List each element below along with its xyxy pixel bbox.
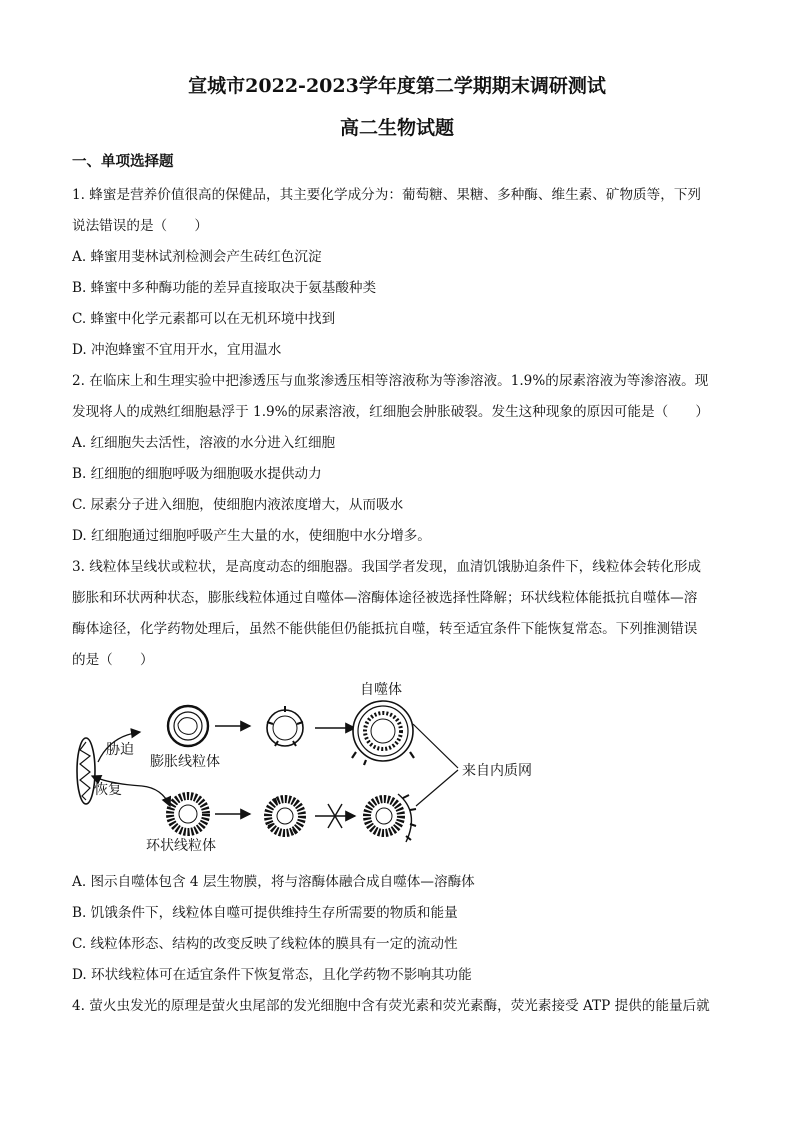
label-recover: 恢复 [94,782,122,798]
mitochondria-diagram [70,676,550,856]
question-1-option-a: A. 蜂蜜用斐林试剂检测会产生砖红色沉淀 [72,249,322,265]
question-2-stem: 发现将人的成熟红细胞悬浮于 1.9%的尿素溶液，红细胞会肿胀破裂。发生这种现象的原因可能是（ ） [72,404,709,420]
page-title: 宣城市2022-2023学年度第二学期期末调研测试 [188,75,606,97]
section-heading: 一、单项选择题 [72,153,174,170]
swollen-mitochondrion-wrapped-icon [267,706,303,746]
question-3-stem: 酶体途径，化学药物处理后，虽然不能供能但仍能抵抗自噬，转至适宜条件下能恢复常态。下列推测错误 [72,621,698,637]
page-subtitle: 高二生物试题 [339,117,454,139]
normal-mitochondrion-icon [77,738,95,804]
question-3-stem: 3. 线粒体呈线状或粒状，是高度动态的细胞器。我国学者发现，血清饥饿胁迫条件下，线粒体会转化形成 [72,559,702,575]
question-2-option-b: B. 红细胞的细胞呼吸为细胞吸水提供动力 [72,466,322,482]
question-2-option-a: A. 红细胞失去活性，溶液的水分进入红细胞 [72,435,336,451]
label-stress: 胁迫 [106,742,134,758]
question-2-stem: 2. 在临床上和生理实验中把渗透压与血浆渗透压相等溶液称为等渗溶液。1.9%的尿素溶液为等渗溶液。现 [72,373,709,389]
question-3-option-a: A. 图示自噬体包含 4 层生物膜，将与溶酶体融合成自噬体—溶酶体 [72,874,475,890]
question-3-option-d: D. 环状线粒体可在适宜条件下恢复常态，且化学药物不影响其功能 [72,967,472,983]
question-4-stem: 4. 萤火虫发光的原理是萤火虫尾部的发光细胞中含有荧光素和荧光素酶，荧光素接受 ATP 提供的能量后就 [72,998,710,1014]
question-2-option-d: D. 红细胞通过细胞呼吸产生大量的水，使细胞中水分增多。 [72,528,431,544]
ring-mitochondrion-treated-icon [268,798,302,834]
label-swollen-mitochondria: 膨胀线粒体 [150,754,220,770]
question-3-option-c: C. 线粒体形态、结构的改变反映了线粒体的膜具有一定的流动性 [72,936,458,952]
question-1-stem: 1. 蜂蜜是营养价值很高的保健品，其主要化学成分为：葡萄糖、果糖、多种酶、维生素、矿物质等，下列 [72,187,702,203]
label-autophagosome: 自噬体 [360,682,402,698]
question-1-option-b: B. 蜂蜜中多种酶功能的差异直接取决于氨基酸种类 [72,280,377,296]
ring-mitochondrion-icon [170,796,206,832]
label-ring-mitochondria: 环状线粒体 [146,838,216,854]
autophagosome-icon [352,701,414,765]
question-1-stem: 说法错误的是（ ） [72,218,208,234]
question-3-stem: 膨胀和环状两种状态，膨胀线粒体通过自噬体—溶酶体途径被选择性降解；环状线粒体能抵抗自噬体—溶 [72,590,698,606]
question-1-option-c: C. 蜂蜜中化学元素都可以在无机环境中找到 [72,311,336,327]
label-from-er: 来自内质网 [462,763,532,779]
question-2-option-c: C. 尿素分子进入细胞，使细胞内液浓度增大，从而吸水 [72,497,404,513]
question-1-option-d: D. 冲泡蜂蜜不宜用开水，宜用温水 [72,342,282,358]
question-3-option-b: B. 饥饿条件下，线粒体自噬可提供维持生存所需要的物质和能量 [72,905,458,921]
question-3-stem: 的是（ ） [72,652,154,668]
swollen-mitochondrion-icon [168,706,208,746]
ring-mitochondrion-er-icon [367,794,416,842]
